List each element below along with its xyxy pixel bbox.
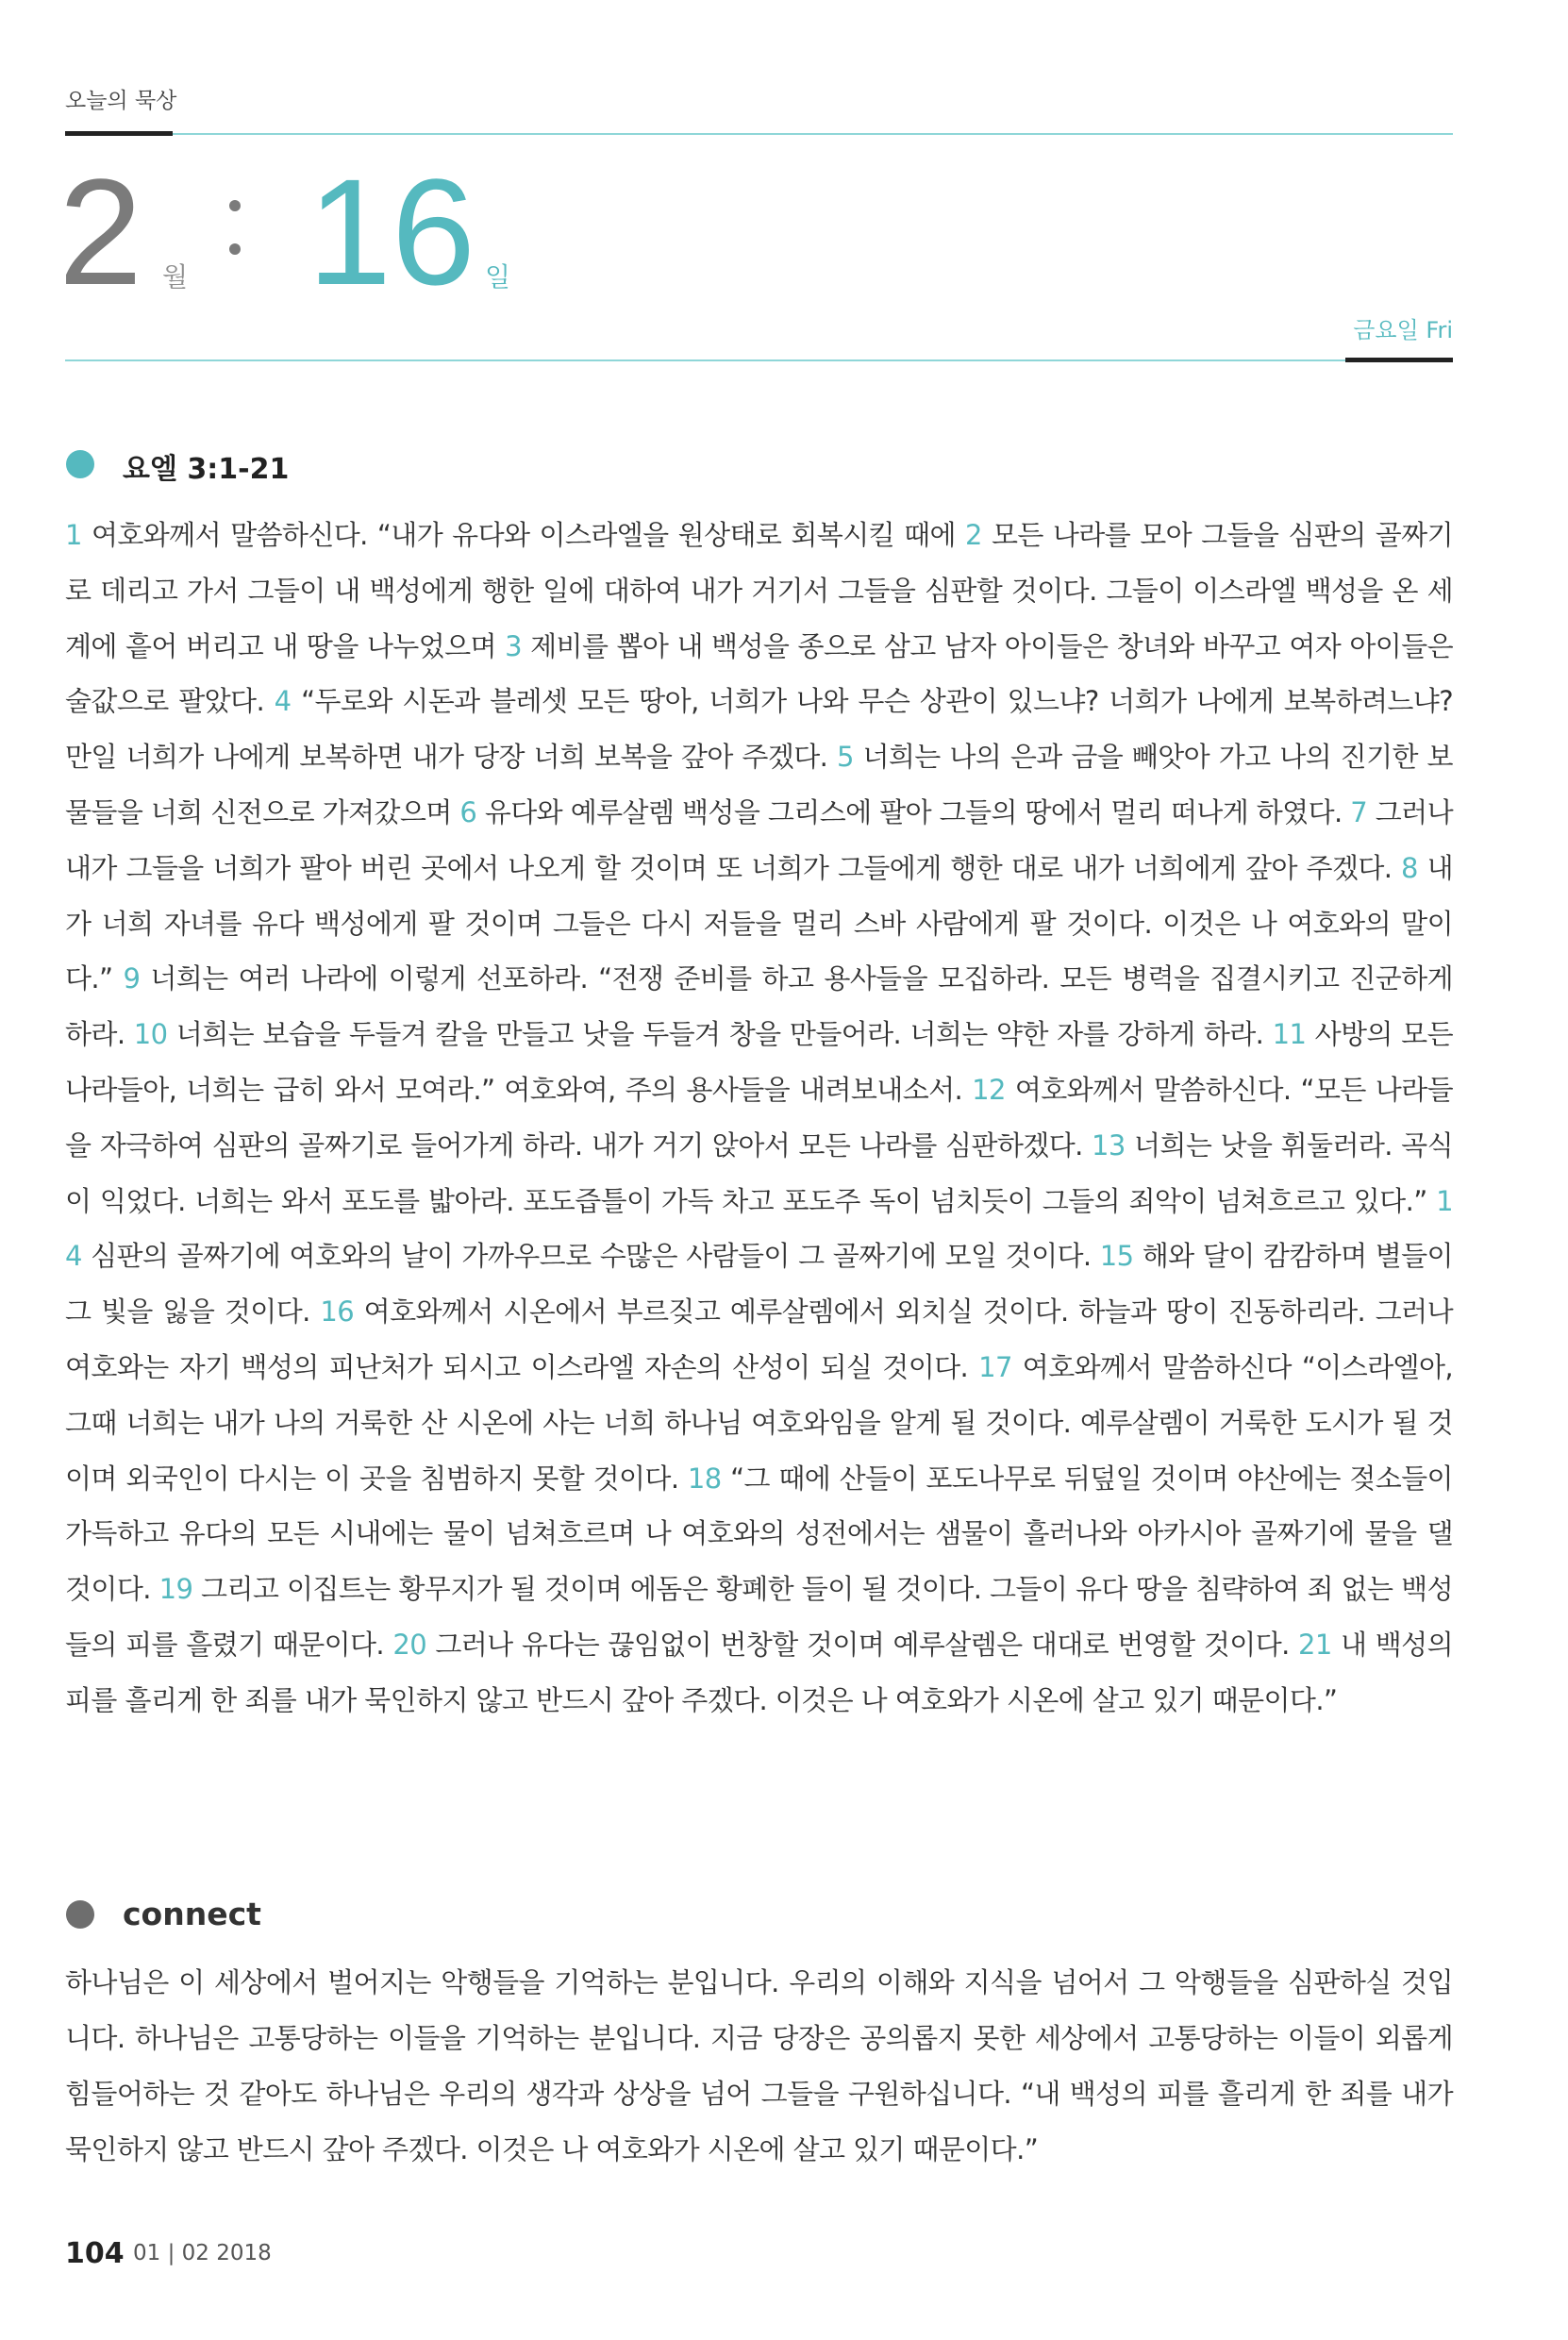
- verse-number: 10: [133, 1018, 168, 1051]
- verse-text: 해와 달이 캄캄하며 별들이 그 빛을 잃을 것이다.: [65, 1240, 1453, 1329]
- verse-text: 그리고 이집트는 황무지가 될 것이며 에돔은 황폐한 들이 될 것이다. 그들이 유다 땅을 침략하여 죄 없는 백성들의 피를 흘렸기 때문이다.: [65, 1573, 1454, 1661]
- scripture-reference: 요엘 3:1-21: [123, 453, 290, 486]
- verse-text: 여호와께서 말씀하신다 “이스라엘아, 그때 너희는 내가 나의 거룩한 산 시온에 사는 너희 하나님 여호와임을 알게 될 것이다. 예루살렘이 거룩한 도시가 될 것이며 외국인이 다시는 이 곳을 침범하지 못할 것이다.: [65, 1350, 1453, 1495]
- verse-number: 17: [978, 1350, 1012, 1383]
- weekday-label: 금요일 Fri: [1353, 317, 1453, 343]
- verse-number: 21: [1298, 1628, 1332, 1661]
- connect-title: connect: [123, 1896, 261, 1932]
- verse-text: 그러나 유다는 끊임없이 번창할 것이며 예루살렘은 대대로 번영할 것이다.: [435, 1628, 1290, 1661]
- verse-number: 7: [1350, 795, 1368, 828]
- verse-number: 19: [158, 1573, 193, 1606]
- month-unit: 월: [162, 261, 189, 292]
- verse-text: “그 때에 산들이 포도나무로 뒤덮일 것이며 야산에는 젖소들이 가득하고 유다의 모든 시내에는 물이 넘쳐흐르며 나 여호와의 성전에서는 샘물이 흘러나와 아카시아 골짜기에 물을 댈 것이다.: [65, 1462, 1453, 1606]
- connect-bullet-icon: [66, 1900, 94, 1929]
- verse-number: 2: [965, 519, 982, 551]
- verse-number: 1: [65, 519, 82, 551]
- verse-number: 8: [1401, 851, 1418, 884]
- connect-text: 하나님은 이 세상에서 벌어지는 악행들을 기억하는 분입니다. 우리의 이해와 지식을 넘어서 그 악행들을 심판하실 것입니다. 하나님은 고통당하는 이들을 기억하는 분입니다. 지금 당장은 공의롭지 못한 세상에서 고통당하는 이들이 외롭게 힘들어하는 것 같아도 하나님은 우리의 생각과 상상을 넘어 그들을 구원하십니다. “내 백성의 피를 흘리게 한 죄를 내가 묵인하지 않고 반드시 갚아 주겠다. 이것은 나 여호와가 시온에 살고 있기 때문이다.”: [65, 1966, 1453, 2165]
- day-unit: 일: [485, 261, 511, 292]
- verse-number: 13: [1092, 1128, 1126, 1162]
- scripture-text: [65, 508, 1453, 1729]
- verse-number: 11: [1272, 1018, 1307, 1051]
- verse-text: “두로와 시돈과 블레셋 모든 땅아, 너희가 나와 무슨 상관이 있느냐? 너희가 나에게 보복하려느냐? 만일 너희가 나에게 보복하면 내가 당장 너희 보복을 갚아 주겠다.: [65, 685, 1454, 774]
- verse-number: 5: [836, 741, 854, 774]
- page-number: 104: [65, 2237, 125, 2270]
- verse-number: 6: [459, 795, 477, 828]
- date-colon: [229, 200, 241, 287]
- top-rule-accent: [65, 131, 173, 136]
- verse-text: 너희는 낫을 휘둘러라. 곡식이 익었다. 너희는 와서 포도를 밟아라. 포도즙틀이 가득 차고 포도주 독이 넘치듯이 그들의 죄악이 넘쳐흐르고 있다.”: [65, 1128, 1454, 1217]
- verse-text: 내가 너희 자녀를 유다 백성에게 팔 것이며 그들은 다시 저들을 멀리 스바 사람에게 팔 것이다. 이것은 나 여호와의 말이다.”: [65, 851, 1453, 995]
- verse-number: 15: [1099, 1240, 1134, 1273]
- top-rule: [65, 133, 1453, 135]
- verse-text: 유다와 예루살렘 백성을 그리스에 팔아 그들의 땅에서 멀리 떠나게 하였다.: [484, 795, 1343, 828]
- reading-bullet-icon: [66, 450, 94, 478]
- verse-text: 너희는 나의 은과 금을 빼앗아 가고 나의 진기한 보물들을 너희 신전으로 가져갔으며: [65, 741, 1453, 828]
- issue-date: 01 | 02 2018: [133, 2241, 272, 2265]
- verse-text: 사방의 모든 나라들아, 너희는 급히 와서 모여라.” 여호와여, 주의 용사들을 내려보내소서.: [65, 1018, 1453, 1106]
- verse-number: 16: [320, 1295, 355, 1329]
- verse-text: 여호와께서 말씀하신다. “내가 유다와 이스라엘을 원상태로 회복시킬 때에: [91, 519, 956, 551]
- verse-text: 그러나 내가 그들을 너희가 팔아 버린 곳에서 나오게 할 것이며 또 너희가 그들에게 행한 대로 내가 너희에게 갚아 주겠다.: [65, 795, 1453, 884]
- verse-number: 12: [972, 1073, 1006, 1106]
- verse-number: 14: [65, 1184, 1453, 1273]
- verse-text: 너희는 여러 나라에 이렇게 선포하라. “전쟁 준비를 하고 용사들을 모집하라. 모든 병력을 집결시키고 진군하게 하라.: [65, 962, 1454, 1051]
- verse-text: 너희는 보습을 두들겨 칼을 만들고 낫을 두들겨 창을 만들어라. 너희는 약한 자를 강하게 하라.: [175, 1018, 1264, 1051]
- month-number: 2: [58, 147, 142, 316]
- verse-number: 4: [274, 685, 292, 718]
- verse-number: 9: [123, 962, 141, 995]
- verse-number: 3: [505, 629, 522, 662]
- day-number: 16: [308, 147, 475, 316]
- header-rule-accent: [1345, 358, 1453, 362]
- verse-text: 심판의 골짜기에 여호와의 날이 가까우므로 수많은 사람들이 그 골짜기에 모일 것이다.: [91, 1240, 1092, 1273]
- verse-text: 여호와께서 말씀하신다. “모든 나라들을 자극하여 심판의 골짜기로 들어가게 하라. 내가 거기 앉아서 모든 나라를 심판하겠다.: [65, 1073, 1453, 1162]
- verse-number: 18: [687, 1462, 722, 1495]
- verse-text: 내 백성의 피를 흘리게 한 죄를 내가 묵인하지 않고 반드시 갚아 주겠다. 이것은 나 여호와가 시온에 살고 있기 때문이다.”: [65, 1628, 1453, 1716]
- verse-text: 모든 나라를 모아 그들을 심판의 골짜기로 데리고 가서 그들이 내 백성에게 행한 일에 대하여 내가 거기서 그들을 심판할 것이다. 그들이 이스라엘 백성을 온 세계에 흩어 버리고 내 땅을 나누었으며: [65, 519, 1453, 662]
- section-label: 오늘의 묵상: [65, 89, 177, 113]
- verse-text: 제비를 뽑아 내 백성을 종으로 삼고 남자 아이들은 창녀와 바꾸고 여자 아이들은 술값으로 팔았다.: [65, 629, 1453, 718]
- header-rule: [65, 359, 1453, 361]
- verse-text: 여호와께서 시온에서 부르짖고 예루살렘에서 외치실 것이다. 하늘과 땅이 진동하리라. 그러나 여호와는 자기 백성의 피난처가 되시고 이스라엘 자손의 산성이 되실 것이다.: [65, 1295, 1453, 1383]
- verse-number: 20: [392, 1628, 427, 1661]
